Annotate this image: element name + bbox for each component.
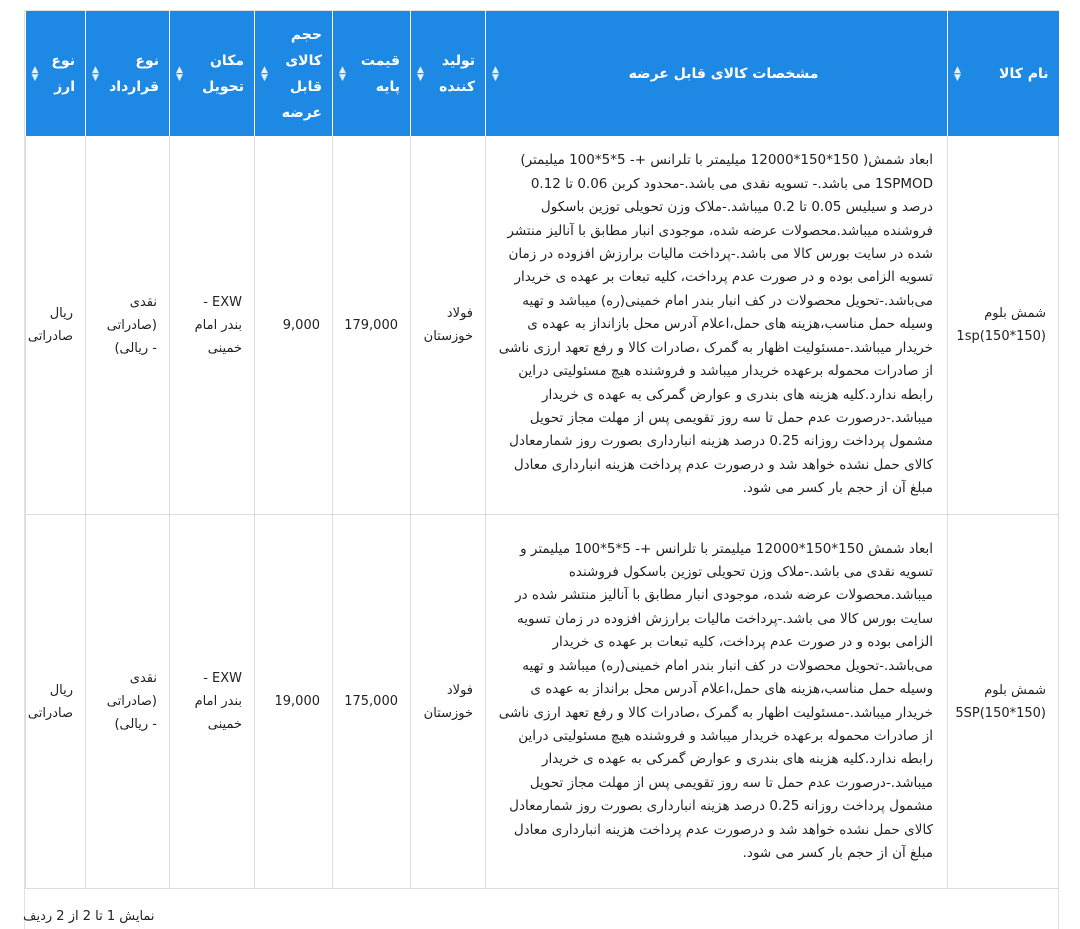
table-info [23, 889, 1058, 924]
column-header-price[interactable] [333, 11, 411, 136]
cell-spec: ابعاد شمش( 150*150*12000 میلیمتر با تلرانس +- 5*5*100 میلیمتر) 1SPMOD می باشد.- تسویه نقدی می باشد.-محدود کربن 0.06 تا 0.12 درصد و سیلیس 0.05 تا 0.2 میباشد.-ملاک وزن تحویلی توزین باسکول فروشنده میباشد.محصولات عرضه شده، موجودی انبار مطابق با آنالیز منتشر شده در سایت بورس کالا می باشد.-پرداخت مالیات برارزش افزوده در زمان تسویه الزامی بوده و در صورت عدم پرداخت، کلیه تبعات بر عهده ی خریدار می‌باشد.-تحویل محصولات در کف انبار بندر امام خمینی(ره) میباشد و تهیه وسیله حمل مناسب،هزینه های حمل،اعلام آدرس محل بازانداز به عهده ی خریدار میباشد.-مسئولیت اظهار به گمرک ،صادرات کالا و رفع تعهد ارزی ناشی از صادرات محموله برعهده خریدار میباشد و فروشنده هیچ مسئولیتی دراین رابطه ندارد.کلیه هزینه های بندری و عوارض گمرکی به عهده ی خریدار میباشد.-درصورت عدم حمل تا سه روز تقویمی پس از مهلت مجاز تحویل مشمول پرداخت روزانه 0.25 درصد هزینه انبارداری بصورت روز شمارمعادل کالای حمل نشده خواهد شد و درصورت عدم پرداخت هزینه انبارداری معادل مبلغ آن از حجم بار کسر می شود. [486, 136, 948, 515]
sort-icon[interactable]: ▲ ▼ [339, 64, 346, 83]
data-table-container [24, 10, 1059, 929]
cell-producer: فولاد خوزستان [411, 515, 486, 889]
sort-icon[interactable]: ▲ ▼ [261, 64, 268, 83]
column-header-label: مکان تحویل [202, 52, 244, 95]
sort-icon[interactable]: ▲ ▼ [176, 64, 183, 83]
cell-name: شمش بلوم 5SP(150*150) [948, 515, 1059, 889]
column-header-spec[interactable] [486, 11, 948, 136]
sort-icon[interactable]: ▲ ▼ [92, 64, 99, 83]
column-header-label: نام کالا [999, 65, 1049, 82]
column-header-label: قیمت پایه [360, 52, 400, 95]
column-header-delivery[interactable] [170, 11, 255, 136]
table-info-text: نمایش 1 تا 2 از 2 ردیف [23, 909, 155, 924]
cell-currency: ریال صادراتی [26, 515, 86, 889]
cell-volume: 9,000 [255, 136, 333, 515]
column-header-producer[interactable] [411, 11, 486, 136]
table-row [26, 515, 1059, 889]
cell-contract: نقدی (صادراتی - ریالی) [86, 136, 170, 515]
column-header-currency[interactable] [26, 11, 86, 136]
column-header-name[interactable] [948, 11, 1059, 136]
column-header-label: نوع قرارداد [109, 52, 159, 95]
sort-icon[interactable]: ▲ ▼ [417, 64, 424, 83]
sort-icon[interactable]: ▲ ▼ [492, 64, 499, 83]
column-header-label: تولید کننده [439, 52, 475, 95]
cell-delivery: EXW - بندر امام خمینی [170, 136, 255, 515]
column-header-volume[interactable] [255, 11, 333, 136]
sort-icon[interactable]: ▲ ▼ [31, 64, 39, 83]
column-header-contract[interactable] [86, 11, 170, 136]
cell-price: 175,000 [333, 515, 411, 889]
cell-volume: 19,000 [255, 515, 333, 889]
table-header-row [26, 11, 1059, 136]
cell-currency: ریال صادراتی [26, 136, 86, 515]
column-header-label: نوع ارز [51, 52, 75, 95]
column-header-label: مشخصات کالای قابل عرضه [628, 65, 819, 82]
cell-name: شمش بلوم 1sp(150*150) [948, 136, 1059, 515]
cell-contract: نقدی (صادراتی - ریالی) [86, 515, 170, 889]
commodity-table [25, 11, 1059, 889]
cell-producer: فولاد خوزستان [411, 136, 486, 515]
cell-spec: ابعاد شمش 150*150*12000 میلیمتر با تلرانس +- 5*5*100 میلیمتر و تسویه نقدی می باشد.-ملاک وزن تحویلی توزین باسکول فروشنده میباشد.محصولات عرضه شده، موجودی انبار مطابق با آنالیز منتشر شده در سایت بورس کالا می باشد.-پرداخت مالیات برارزش افزوده در زمان تسویه الزامی بوده و در صورت عدم پرداخت، کلیه تبعات بر عهده ی خریدار می‌باشد.-تحویل محصولات در کف انبار بندر امام خمینی(ره) میباشد و تهیه وسیله حمل مناسب،هزینه های حمل،اعلام آدرس محل برانداز به عهده ی خریدار میباشد.-مسئولیت اظهار به گمرک ،صادرات کالا و رفع تعهد ارزی ناشی از صادرات محموله برعهده خریدار میباشد و فروشنده هیچ مسئولیتی دراین رابطه ندارد.کلیه هزینه های بندری و عوارض گمرکی به عهده ی خریدار میباشد.-درصورت عدم حمل تا سه روز تقویمی پس از مهلت مجاز تحویل مشمول پرداخت روزانه 0.25 درصد هزینه انبارداری بصورت روز شمارمعادل کالای حمل نشده خواهد شد و درصورت عدم پرداخت هزینه انبارداری معادل مبلغ آن از حجم بار کسر می شود. [486, 515, 948, 889]
cell-delivery: EXW - بندر امام خمینی [170, 515, 255, 889]
table-row [26, 136, 1059, 515]
column-header-label: حجم کالای قابل عرضه [281, 26, 322, 121]
sort-icon[interactable]: ▲ ▼ [954, 64, 961, 83]
cell-price: 179,000 [333, 136, 411, 515]
